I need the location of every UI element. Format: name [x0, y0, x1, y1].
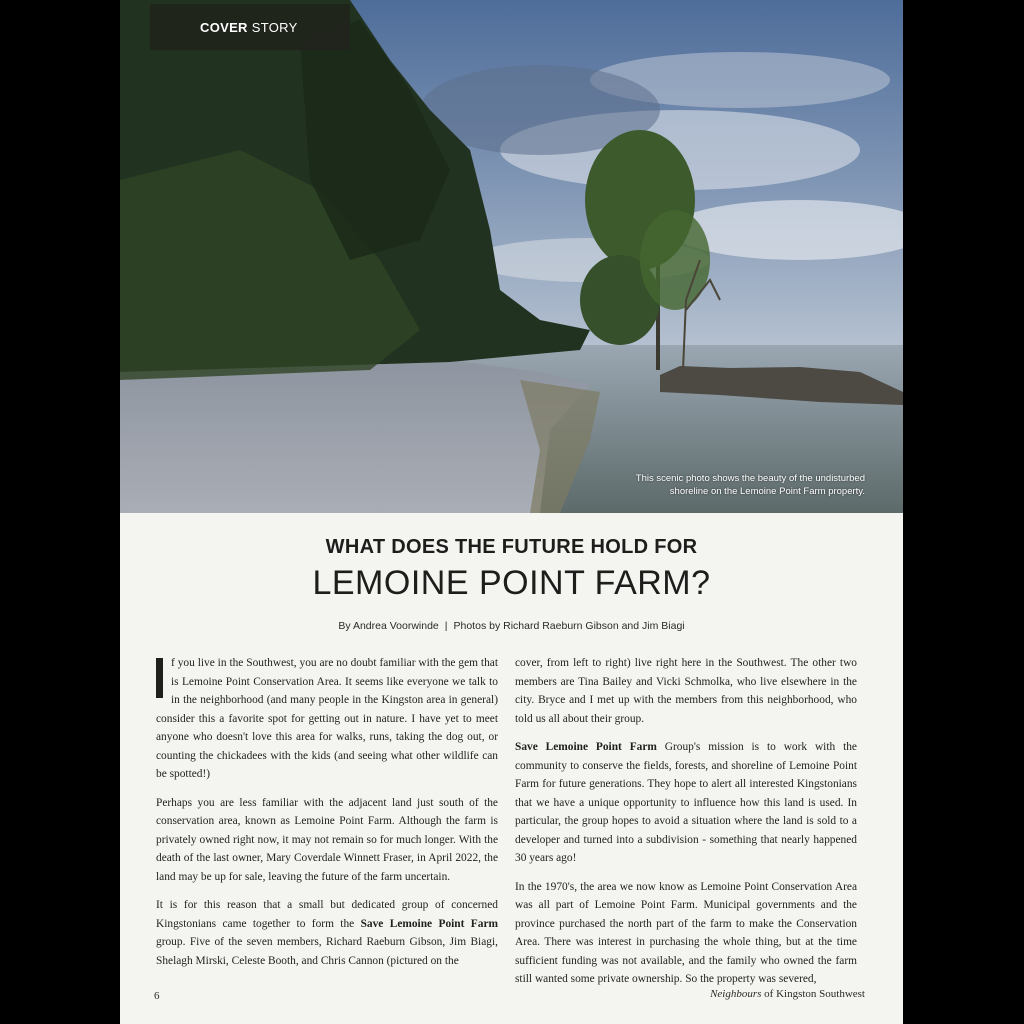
group-name-bold: Save Lemoine Point Farm: [360, 917, 498, 930]
magazine-name-rest: of Kingston Southwest: [761, 988, 865, 1000]
magazine-page: [120, 0, 903, 1024]
magazine-name: [710, 988, 865, 1000]
paragraph: Perhaps you are less familiar with the adjacent land just south of the conservation area, known as Lemoine Point Farm. Although the farm is privately owned right now, it may not remain so for much longer. With the death of the last owner, Mary Coverdale Winnett Fraser, in April 2022, the land may be up for sale, leaving the future of the farm uncertain.: [156, 796, 498, 883]
article-kicker: WHAT DOES THE FUTURE HOLD FOR: [325, 536, 698, 558]
article-column-1: [156, 654, 498, 980]
caption-line-1: This scenic photo shows the beauty of the undisturbed: [635, 473, 865, 484]
group-name-bold: Save Lemoine Point Farm: [515, 741, 657, 753]
byline-separator: |: [444, 620, 448, 632]
section-tag-rest: STORY: [251, 19, 298, 35]
author-credit: By Andrea Voorwinde: [338, 620, 439, 632]
paragraph-text: f you live in the Southwest, you are no doubt familiar with the gem that is Lemoine Point Conservation Area. It seems like everyone we talk to in the neighborhood (and many people in the Kingston area in general) consider this a favorite spot for getting out in nature. I have yet to meet anyone who doesn't love this area for walks, runs, taking the dog out, or counting the chickadees with the kids (and seeing what other wildlife can be spotted!): [156, 657, 498, 780]
paragraph-text: Group's mission is to work with the community to conserve the fields, forests, and shoreline of Lemoine Point Farm for future generations. They hope to alert all interested Kingstonians that we have a unique opportunity to influence how this land is used. In particular, the group hopes to avoid a situation where the land is sold to a developer and turned into a subdivision - something that nearly happened 30 years ago!: [515, 741, 857, 864]
byline: [120, 620, 903, 632]
cover-photo: [120, 0, 903, 513]
drop-cap-i: [156, 658, 163, 698]
paragraph: [156, 654, 498, 784]
paragraph-text: group. Five of the seven members, Richard Raeburn Gibson, Jim Biagi, Shelagh Mirski, Celeste Booth, and Chris Cannon (pictured on the: [156, 936, 498, 967]
photo-credit: Photos by Richard Raeburn Gibson and Jim Biagi: [453, 620, 685, 632]
article-column-2: [515, 654, 857, 999]
paragraph: cover, from left to right) live right here in the Southwest. The other two members are Tina Bailey and Vicki Schmolka, who live elsewhere in the city. Bryce and I met up with the members from this neighborhood, who told us all about their group.: [515, 657, 857, 725]
section-tag: [150, 4, 350, 50]
magazine-name-italic: Neighbours: [710, 988, 762, 1000]
section-tag-bold: COVER: [200, 19, 248, 35]
paragraph-text: It is for this reason that a small but dedicated group of concerned Kingstonians came together to form the: [156, 899, 498, 930]
page-number: 6: [154, 990, 160, 1002]
article-title: LEMOINE POINT FARM?: [312, 564, 711, 602]
photo-caption: [565, 472, 865, 498]
caption-line-2: shoreline on the Lemoine Point Farm property.: [669, 486, 865, 497]
paragraph: [515, 738, 857, 868]
paragraph: [156, 896, 498, 970]
paragraph: In the 1970's, the area we now know as Lemoine Point Conservation Area was all part of Lemoine Point Farm. Municipal governments and the province purchased the north part of the farm to make the Conservation Area. There was interest in purchasing the whole thing, but at the time sufficient funding was not available, and the family who owned the farm still wanted some private ownership. So the property was severed,: [515, 880, 857, 985]
